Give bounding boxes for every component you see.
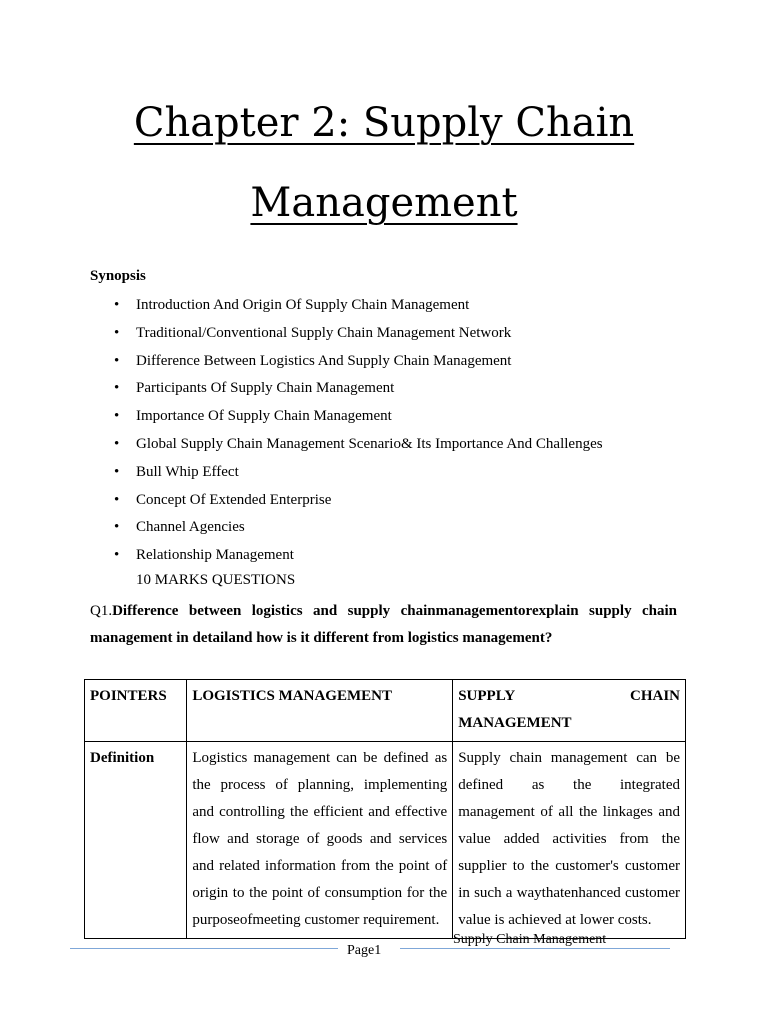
bullet-icon: • xyxy=(114,352,120,369)
footer-page-number: Page1 xyxy=(347,943,382,958)
synopsis-heading: Synopsis xyxy=(90,268,146,284)
row-pointer: Definition xyxy=(85,742,187,939)
footer-running-title: Supply Chain Management xyxy=(453,932,607,947)
footer-divider-left xyxy=(70,948,338,949)
bullet-icon: • xyxy=(114,408,120,425)
question-1 xyxy=(90,598,677,652)
synopsis-item-text: Relationship Management xyxy=(136,547,294,564)
bullet-icon: • xyxy=(114,324,120,341)
bullet-icon: • xyxy=(114,297,120,313)
bullet-icon: • xyxy=(114,463,120,480)
footer-divider-right xyxy=(400,948,670,949)
synopsis-item-text: Bull Whip Effect xyxy=(136,463,239,480)
synopsis-item-text: Channel Agencies xyxy=(136,519,245,536)
synopsis-item-text: Importance Of Supply Chain Management xyxy=(136,408,392,425)
bullet-icon: • xyxy=(114,547,120,564)
synopsis-item-text: Concept Of Extended Enterprise xyxy=(136,491,332,508)
header-logistics: LOGISTICS MANAGEMENT xyxy=(187,680,453,742)
bullet-icon: • xyxy=(114,519,120,536)
table-header-row xyxy=(85,680,686,742)
row-logistics: Logistics management can be defined as the process of planning, implementing and controlling the efficient and effective flow and storage of goods and services and related information from the point of origin to the point of consumption for the purposeofmeeting customer requirement. xyxy=(187,742,453,939)
table-row xyxy=(85,742,686,939)
marks-heading: 10 MARKS QUESTIONS xyxy=(136,572,296,588)
header-supply-chain: SUPPLY CHAIN MANAGEMENT xyxy=(453,680,686,742)
synopsis-item-text: Global Supply Chain Management Scenario& Its Importance And Challenges xyxy=(136,435,603,452)
comparison-table xyxy=(84,679,686,939)
bullet-icon: • xyxy=(114,491,120,508)
header-pointers: POINTERS xyxy=(85,680,187,742)
row-supply-chain: Supply chain management can be defined as the integrated management of all the linkages and value added activities from the supplier to the customer's customer in such a waythatenhanced customer value is achieved at lower costs. xyxy=(453,742,686,939)
bullet-icon: • xyxy=(114,380,120,397)
question-prefix: Q1. xyxy=(90,603,113,619)
chapter-title-line1: Chapter 2: Supply Chain xyxy=(133,100,635,146)
chapter-title-line2: Management xyxy=(250,180,518,226)
synopsis-item-text: Participants Of Supply Chain Management xyxy=(136,380,395,397)
question-text: Difference between logistics and supply chainmanagementorexplain supply chain management in detailand how is it different from logistics management? xyxy=(90,603,677,646)
synopsis-item-text: Introduction And Origin Of Supply Chain Management xyxy=(136,297,470,313)
synopsis-item-text: Traditional/Conventional Supply Chain Management Network xyxy=(136,324,512,341)
synopsis-item-text: Difference Between Logistics And Supply Chain Management xyxy=(136,352,512,369)
bullet-icon: • xyxy=(114,435,120,452)
